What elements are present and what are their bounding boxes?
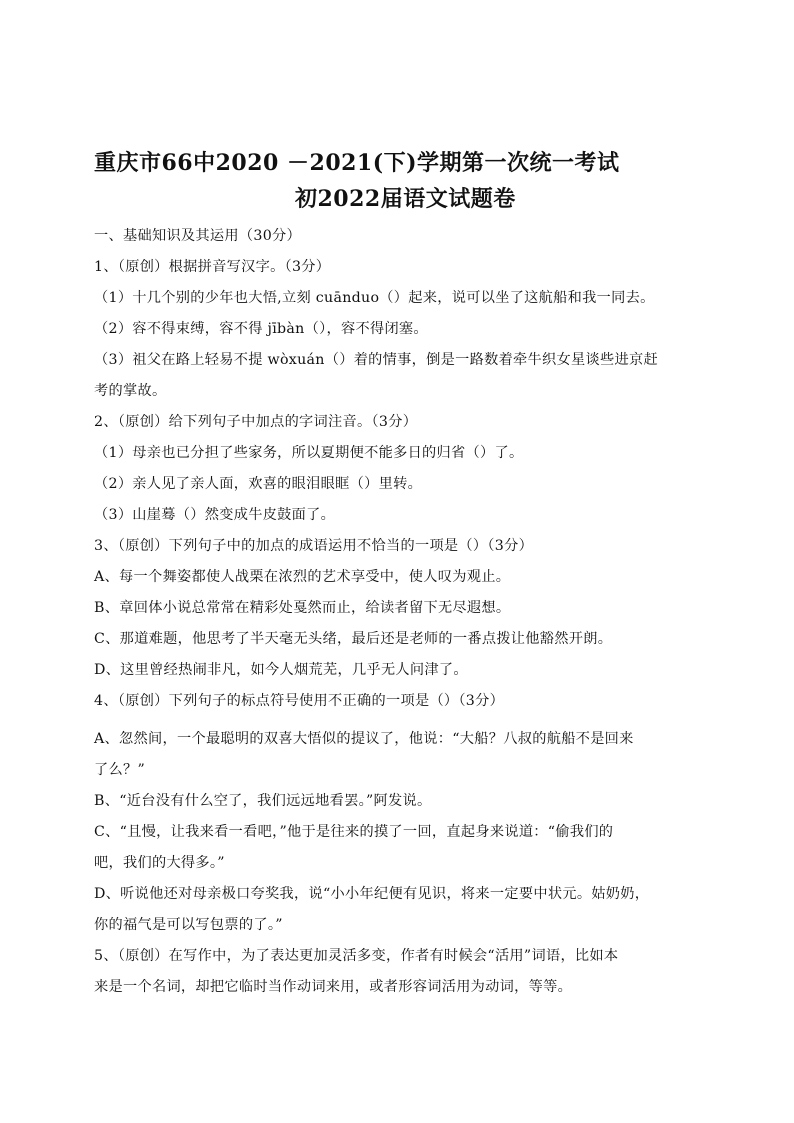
question3-option-c: C、那道难题，他思考了半天毫无头绪，最后还是老师的一番点拨让他豁然开朗。 xyxy=(94,631,613,647)
question2-item3: （3）山崖蓦（）然变成牛皮鼓面了。 xyxy=(94,507,336,523)
exam-title-line1: 重庆市66中2020 －2021(下)学期第一次统一考试 xyxy=(94,150,620,176)
question2-stem: 2、（原创）给下列句子中加点的字词注音。（3分） xyxy=(94,414,418,430)
question2-item2: （2）亲人见了亲人面，欢喜的眼泪眼眶（）里转。 xyxy=(94,476,423,492)
question4-option-a-line2: 了么？” xyxy=(94,762,146,778)
question1-item2: （2）容不得束缚，容不得 jībàn（），容不得闭塞。 xyxy=(94,321,428,337)
question5-stem-line1: 5、（原创）在写作中，为了表达更加灵活多变，作者有时候会“活用”词语，比如本 xyxy=(94,948,619,964)
question3-option-d: D、这里曾经热闹非凡，如今人烟荒芜，几乎无人问津了。 xyxy=(94,662,468,678)
question1-stem: 1、（原创）根据拼音写汉字。（3分） xyxy=(94,259,331,275)
question4-option-d-line1: D、听说他还对母亲极口夸奖我，说“小小年纪便有见识，将来一定要中状元。姑奶奶， xyxy=(94,886,650,902)
question3-option-b: B、章回体小说总常常在精彩处戛然而止，给读者留下无尽遐想。 xyxy=(94,600,511,616)
question4-option-a-line1: A、忽然间，一个最聪明的双喜大悟似的提议了，他说：“大船？八叔的航船不是回来 xyxy=(94,731,634,747)
question4-option-d-line2: 你的福气是可以写包票的了。” xyxy=(94,917,283,933)
question1-item1: （1）十几个别的少年也大悟,立刻 cuānduo（）起来，说可以坐了这航船和我一同去。 xyxy=(94,290,655,306)
question3-stem: 3、（原创）下列句子中的加点的成语运用不恰当的一项是（）（3分） xyxy=(94,538,534,554)
question4-stem: 4、（原创）下列句子的标点符号使用不正确的一项是（）（3分） xyxy=(94,693,505,709)
question2-item1: （1）母亲也已分担了些家务，所以夏期便不能多日的归省（）了。 xyxy=(94,445,524,461)
question4-option-c-line2: 吧，我们的大得多。” xyxy=(94,855,225,871)
section1-heading: 一、基础知识及其运用（30分） xyxy=(94,228,301,244)
question4-option-c-line1: C、“且慢，让我来看一看吧，”他于是往来的摸了一回，直起身来说道：“偷我们的 xyxy=(94,824,614,840)
question4-option-b: B、“近台没有什么空了，我们远远地看罢。”阿发说。 xyxy=(94,793,432,809)
question1-item3-line1: （3）祖父在路上轻易不提 wòxuán（）着的情事，倒是一路数着牵牛织女星谈些进京赶 xyxy=(94,352,658,368)
exam-title-line2: 初2022届语文试题卷 xyxy=(295,186,516,212)
question1-item3-line2: 考的掌故。 xyxy=(94,383,167,399)
question5-stem-line2: 来是一个名词，却把它临时当作动词来用，或者形容词活用为动词，等等。 xyxy=(94,979,573,995)
question3-option-a: A、每一个舞姿都使人战栗在浓烈的艺术享受中，使人叹为观止。 xyxy=(94,569,511,585)
